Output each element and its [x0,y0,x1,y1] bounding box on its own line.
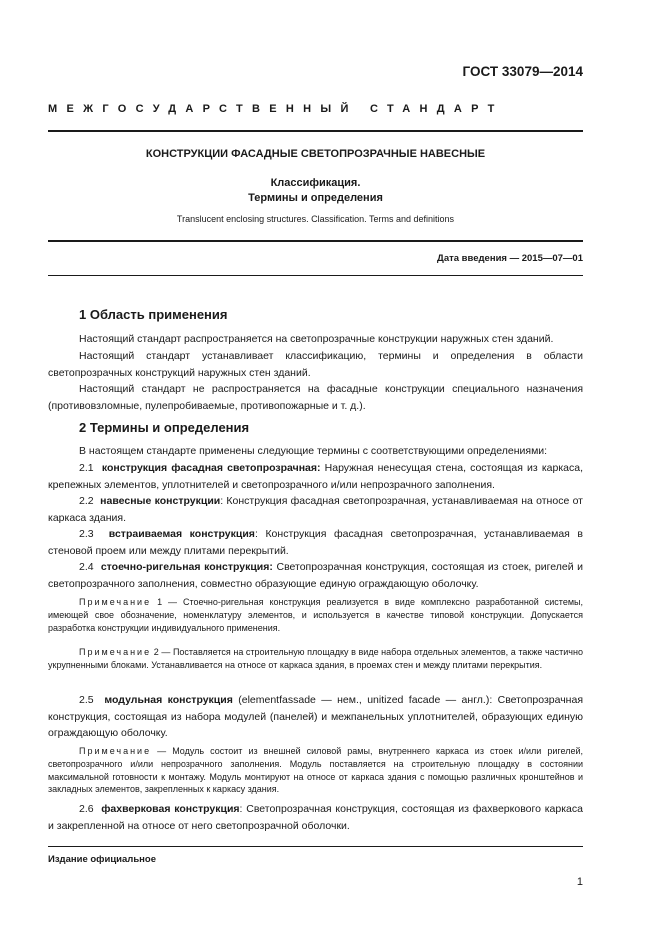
term-2-5-definition: (elementfassade — нем., unitized facade — англ.): Светопрозрачная конструкция, состоящая из набора модулей (панелей) и межпанельных уплотнителей, образующих единую ограждающую оболочку. [48,694,584,740]
section-1-paragraph-2: Настоящий стандарт устанавливает классификацию, термины и определения в области светопрозрачных конструкций наружных стен зданий. [48,350,583,379]
title-rule [48,240,583,242]
term-2-2-name: навесные конструкции [100,495,221,507]
term-2-2-number: 2.2 [79,495,94,507]
term-2-2-definition: : Конструкция фасадная светопрозрачная, устанавливаемая на относе от каркаса здания. [48,495,583,524]
term-2-4-number: 2.4 [79,561,94,573]
date-rule [48,275,583,276]
term-2-1-name: конструкция фасадная светопрозрачная: [101,462,321,474]
header-rule [48,130,583,132]
english-title: Translucent enclosing structures. Classification. Terms and definitions [176,214,455,224]
note-3-text: Модуль состоит из внешней силовой рамы, внутреннего каркаса из стоек и/или ригелей, светопрозрачного и/или непрозрачного заполнения. Модуль поставляется на строительную площадку в состоянии максимальной готовности к монтажу. Модуль монтируют на относе от каркаса здания с помощью различных кронштейнов и закладных элементов, закрепленных к каркасу здания. [48,746,583,795]
term-2-2 [48,493,583,526]
term-2-3-definition: : Конструкция фасадная светопрозрачная, устанавливаемая в стеновой проем или между плитами перекрытий. [48,528,584,557]
note-1 [48,596,583,634]
official-edition-label: Издание официальное [48,854,156,865]
note-1-text: Стоечно-ригельная конструкция реализуется в виде комплексно разработанной системы, имеющей свое обозначение, номенклатуру элементов, и используется в качестве типовой конструкции. Допускается разработка конструкции индивидуального применения. [48,597,583,633]
document-subtitle-1: Классификация. [270,177,361,189]
standard-number: ГОСТ 33079—2014 [462,64,583,79]
page-number: 1 [576,876,583,888]
section-1-paragraph-1: Настоящий стандарт распространяется на светопрозрачные конструкции наружных стен зданий. [79,333,554,345]
term-2-6-name: фахверковая конструкция [101,803,240,815]
footer-rule [48,846,583,847]
term-2-4-name: стоечно-ригельная конструкция: [100,561,273,573]
note-2-label: Примечание [79,647,152,657]
note-1-number: 1 — [157,597,178,607]
section-2-intro: В настоящем стандарте применены следующие термины с соответствующими определениями: [79,445,548,457]
document-subtitle-2: Термины и определения [248,192,383,204]
term-2-5 [48,692,583,742]
term-2-5-number: 2.5 [79,694,94,706]
term-2-4-definition: Светопрозрачная конструкция, состоящая из стоек, ригелей и светопрозрачного заполнения, совместно образующие единую ограждающую оболочку. [48,561,584,590]
term-2-4 [48,559,583,592]
section-1-heading: 1 Область применения [79,307,228,322]
section-1-paragraph-3: Настоящий стандарт не распространяется на фасадные конструкции специального назначения (противовзломные, пулепробиваемые, противопожарные и т. д.). [48,383,583,412]
term-2-3-name: встраиваемая конструкция [108,528,255,540]
term-2-6-definition: : Светопрозрачная конструкция, состоящая из фахверкового каркаса и закрепленной на относе от него светопрозрачной оболочки. [48,803,583,832]
term-2-6 [48,801,583,834]
note-3-number: — [157,746,167,756]
note-3-label: Примечание [79,746,152,756]
note-2-text: Поставляется на строительную площадку в виде набора отдельных элементов, а также частично укрупненными блоками. Устанавливается на относе от каркаса здания, в проемах стен и между плитами перекрытия. [48,647,583,670]
term-2-1-number: 2.1 [79,462,94,474]
term-2-1 [48,460,583,493]
note-2-number: 2 — [153,647,171,657]
document-title: КОНСТРУКЦИИ ФАСАДНЫЕ СВЕТОПРОЗРАЧНЫЕ НАВЕСНЫЕ [145,148,486,160]
note-1-label: Примечание [79,597,152,607]
note-2 [48,646,583,672]
term-2-5-name: модульная конструкция [104,694,233,706]
term-2-3 [48,526,583,559]
standard-type-banner: МЕЖГОСУДАРСТВЕННЫЙ СТАНДАРТ [48,103,504,115]
term-2-3-number: 2.3 [79,528,94,540]
term-2-1-definition: Наружная ненесущая стена, состоящая из каркаса, крепежных элементов, уплотнителей и светопрозрачного и/или непрозрачного заполнения. [48,462,583,491]
effective-date: Дата введения — 2015—07—01 [437,253,583,264]
section-2-heading: 2 Термины и определения [79,420,250,435]
term-2-6-number: 2.6 [79,803,94,815]
note-3 [48,745,583,796]
